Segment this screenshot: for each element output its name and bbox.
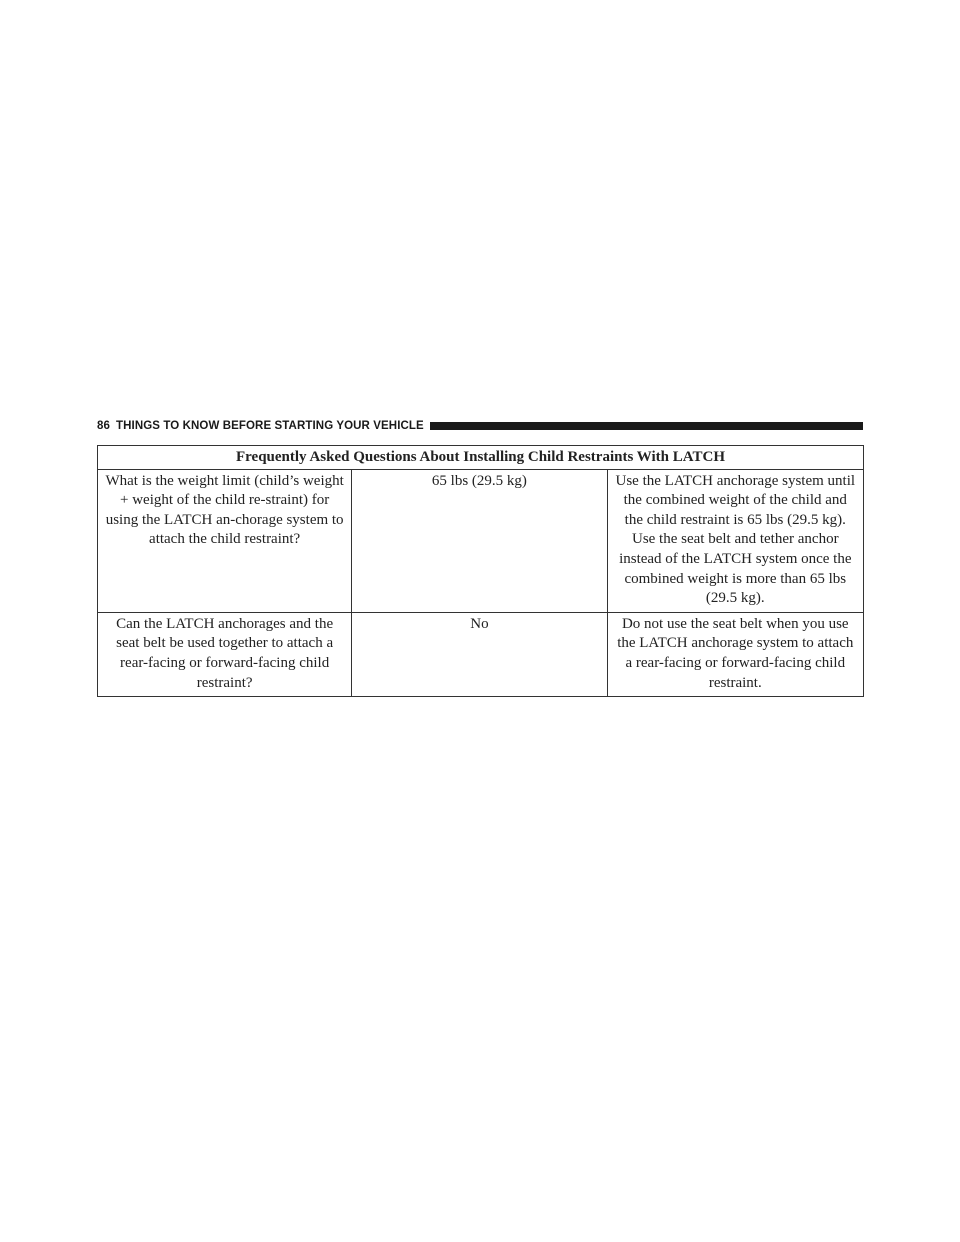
page-header: [97, 419, 863, 433]
question-cell: What is the weight limit (child’s weight + weight of the child re-straint) for using the LATCH an-chorage system to attach the child restraint?: [98, 469, 352, 612]
header-rule: [430, 422, 863, 430]
page-number: 86: [97, 420, 110, 432]
table-row: [98, 469, 864, 612]
question-cell: Can the LATCH anchorages and the seat belt be used together to attach a rear-facing or forward-facing child restraint?: [98, 612, 352, 696]
note-cell: Do not use the seat belt when you use the LATCH anchorage system to attach a rear-facing or forward-facing child restraint.: [607, 612, 863, 696]
table-title: Frequently Asked Questions About Installing Child Restraints With LATCH: [98, 446, 864, 470]
section-title: THINGS TO KNOW BEFORE STARTING YOUR VEHICLE: [116, 420, 424, 432]
table-row: [98, 612, 864, 696]
answer-cell: 65 lbs (29.5 kg): [352, 469, 607, 612]
note-cell: Use the LATCH anchorage system until the combined weight of the child and the child restraint is 65 lbs (29.5 kg). Use the seat belt and tether anchor instead of the LATCH system once the combined weight is more than 65 lbs (29.5 kg).: [607, 469, 863, 612]
faq-table: [97, 445, 864, 697]
table-header-row: [98, 446, 864, 470]
answer-cell: No: [352, 612, 607, 696]
